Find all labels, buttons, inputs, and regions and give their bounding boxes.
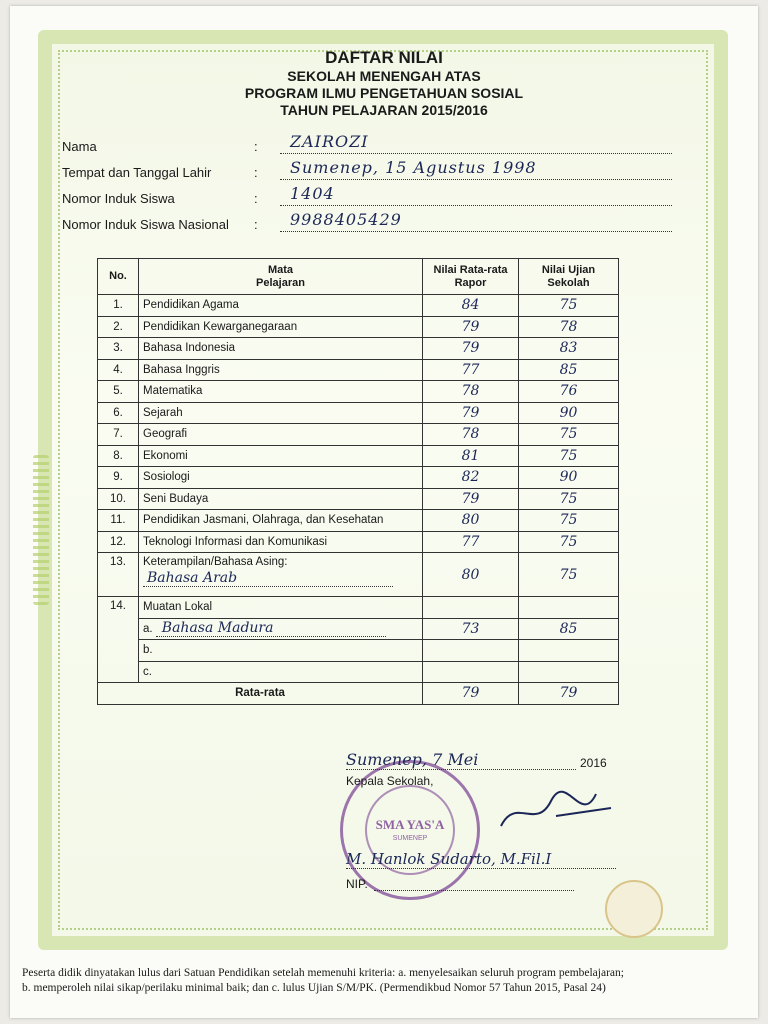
row-number: 2. [98, 316, 139, 338]
program-name: PROGRAM ILMU PENGETAHUAN SOSIAL [244, 85, 524, 101]
row-number: 8. [98, 445, 139, 467]
exam-score: 75 [519, 510, 619, 532]
exam-score: 83 [519, 338, 619, 360]
subject-name: Bahasa Inggris [139, 359, 423, 381]
subject-name: Matematika [139, 381, 423, 403]
rapor-score: 73 [423, 618, 519, 640]
signer-name: M. Hanlok Sudarto, M.Fil.I [346, 850, 616, 869]
stamp-subtext: SUMENEP [392, 835, 428, 842]
average-label: Rata-rata [98, 683, 423, 705]
graduation-note [22, 966, 742, 996]
exam-score: 75 [519, 295, 619, 317]
subject-name: Pendidikan Jasmani, Olahraga, dan Kesehatan [139, 510, 423, 532]
identity-label: Nomor Induk Siswa [62, 191, 175, 206]
exam-score: 90 [519, 402, 619, 424]
rapor-score: 79 [423, 402, 519, 424]
exam-score: 75 [519, 553, 619, 597]
table-row [98, 402, 619, 424]
subject-name: Geografi [139, 424, 423, 446]
row-number: 6. [98, 402, 139, 424]
table-header-row [98, 259, 619, 295]
academic-year: TAHUN PELAJARAN 2015/2016 [280, 102, 488, 118]
header-no: No. [98, 259, 139, 295]
rapor-score: 79 [423, 338, 519, 360]
nip-label: NIP. [346, 877, 368, 891]
local-subject-row [98, 661, 619, 683]
average-rapor: 79 [423, 683, 519, 705]
subject-name: Keterampilan/Bahasa Asing: [143, 556, 288, 568]
document-header [0, 48, 768, 119]
table-row [98, 467, 619, 489]
exam-score: 85 [519, 359, 619, 381]
signature-scribble-icon [496, 786, 616, 836]
subject-name: Pendidikan Kewarganegaraan [139, 316, 423, 338]
student-name: ZAIROZI [280, 132, 672, 154]
identity-label: Nomor Induk Siswa Nasional [62, 217, 229, 232]
average-exam: 79 [519, 683, 619, 705]
perforation-mark [33, 455, 49, 605]
place-date: Sumenep, 7 Mei [346, 750, 576, 770]
table-row [98, 381, 619, 403]
rapor-score: 78 [423, 424, 519, 446]
student-identity [62, 128, 672, 232]
subject-name: Bahasa Indonesia [139, 338, 423, 360]
footer-line: Peserta didik dinyatakan lulus dari Satuan Pendidikan setelah memenuhi kriteria: a. menyelesaikan seluruh program pembelajaran; [22, 967, 624, 979]
subject-name: Ekonomi [139, 445, 423, 467]
header-subject: Mata Pelajaran [139, 259, 423, 295]
signature-year: 2016 [580, 756, 607, 770]
exam-score: 85 [519, 618, 619, 640]
row-number: 5. [98, 381, 139, 403]
subject-name: Sosiologi [139, 467, 423, 489]
local-subject-name: Bahasa Madura [156, 620, 386, 637]
rapor-score: 79 [423, 316, 519, 338]
local-subject-row [98, 640, 619, 662]
nip-value [374, 877, 574, 891]
row-number: 1. [98, 295, 139, 317]
table-row [98, 531, 619, 553]
table-row [98, 488, 619, 510]
student-number: 1404 [280, 184, 672, 206]
national-student-number: 9988405429 [280, 210, 672, 232]
exam-score: 75 [519, 488, 619, 510]
grade-rows [98, 295, 619, 553]
table-row [98, 424, 619, 446]
row-number: 13. [98, 553, 139, 597]
rapor-score: 84 [423, 295, 519, 317]
subject-name: Muatan Lokal [139, 597, 423, 619]
table-row [98, 510, 619, 532]
exam-score: 75 [519, 445, 619, 467]
exam-score: 75 [519, 424, 619, 446]
identity-label: Tempat dan Tanggal Lahir [62, 165, 212, 180]
birth-place-date: Sumenep, 15 Agustus 1998 [280, 158, 672, 180]
stamp-text: SMA YAS'A [375, 817, 445, 832]
exam-score: 75 [519, 531, 619, 553]
row-number: 12. [98, 531, 139, 553]
row-number: 14. [98, 597, 139, 683]
subject-name: Pendidikan Agama [139, 295, 423, 317]
subject-name: Teknologi Informasi dan Komunikasi [139, 531, 423, 553]
average-row [98, 683, 619, 705]
table-row [98, 597, 619, 619]
document-title: DAFTAR NILAI [325, 48, 443, 67]
subject-cell: b. [139, 640, 423, 662]
identity-row: Nama : ZAIROZI [62, 128, 672, 154]
table-row [98, 445, 619, 467]
rapor-score: 79 [423, 488, 519, 510]
table-row [98, 295, 619, 317]
rapor-score: 82 [423, 467, 519, 489]
signer-role: Kepala Sekolah, [346, 774, 434, 788]
rapor-score: 80 [423, 510, 519, 532]
local-subject-row [98, 618, 619, 640]
footer-line: b. memperoleh nilai sikap/perilaku minimal baik; dan c. lulus Ujian S/M/PK. (Permendikbud Nomor 57 Tahun 2015, Pasal 24) [22, 982, 606, 994]
subject-name: Sejarah [139, 402, 423, 424]
exam-score: 78 [519, 316, 619, 338]
table-row [98, 553, 619, 597]
subject-cell: a. Bahasa Madura [139, 618, 423, 640]
subject-name: Seni Budaya [139, 488, 423, 510]
identity-row: Nomor Induk Siswa Nasional : 9988405429 [62, 206, 672, 232]
row-number: 7. [98, 424, 139, 446]
foreign-language: Bahasa Arab [143, 570, 393, 587]
identity-label: Nama [62, 139, 97, 154]
row-number: 11. [98, 510, 139, 532]
subject-cell: c. [139, 661, 423, 683]
row-number: 9. [98, 467, 139, 489]
header-rapor: Nilai Rata-rata Rapor [423, 259, 519, 295]
rapor-score: 77 [423, 531, 519, 553]
header-exam: Nilai Ujian Sekolah [519, 259, 619, 295]
rapor-score: 78 [423, 381, 519, 403]
row-number: 10. [98, 488, 139, 510]
signature-block [346, 748, 646, 891]
identity-row: Tempat dan Tanggal Lahir : Sumenep, 15 Agustus 1998 [62, 154, 672, 180]
subject-cell [139, 553, 423, 597]
rapor-score: 77 [423, 359, 519, 381]
rapor-score: 80 [423, 553, 519, 597]
table-row [98, 338, 619, 360]
table-row [98, 316, 619, 338]
exam-score: 76 [519, 381, 619, 403]
table-row [98, 359, 619, 381]
row-number: 4. [98, 359, 139, 381]
grades-table [97, 258, 619, 705]
school-name: SEKOLAH MENENGAH ATAS [287, 68, 481, 84]
row-number: 3. [98, 338, 139, 360]
exam-score: 90 [519, 467, 619, 489]
identity-row: Nomor Induk Siswa : 1404 [62, 180, 672, 206]
rapor-score: 81 [423, 445, 519, 467]
